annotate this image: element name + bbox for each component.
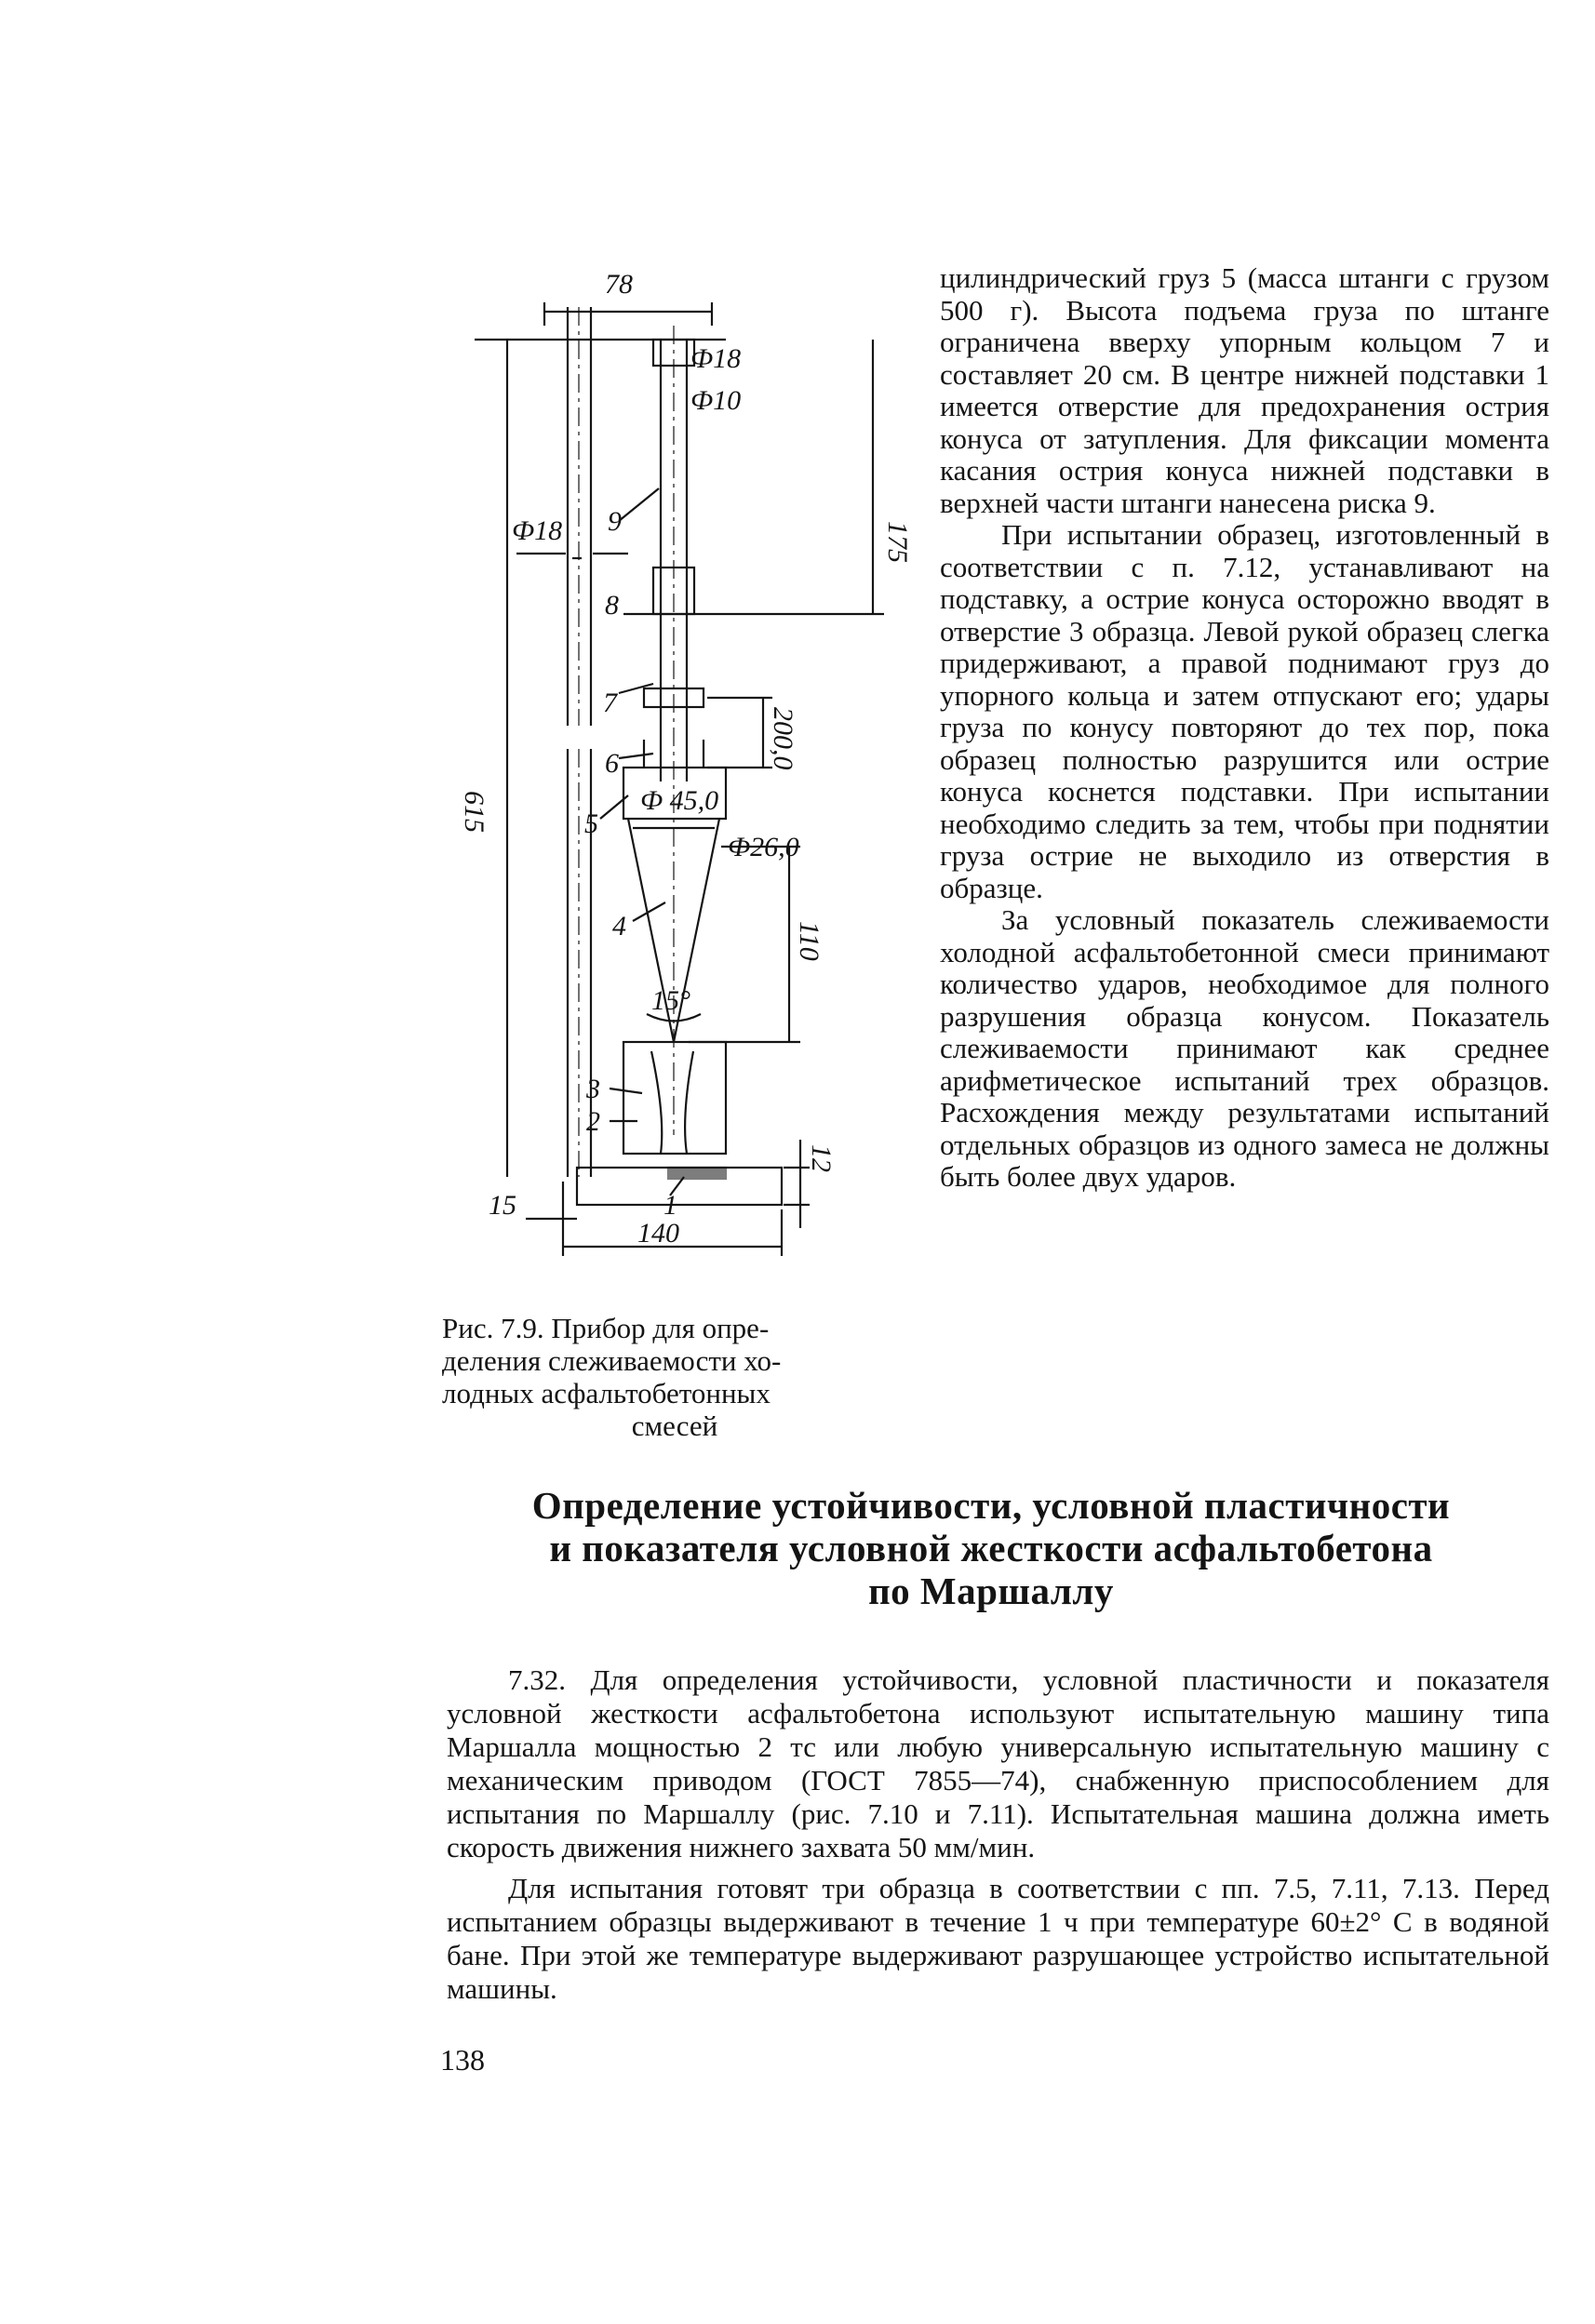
body-text xyxy=(447,1663,1549,2013)
dim-cone-diameter: Ф26,0 xyxy=(728,832,799,862)
heading-line: и показателя условной жесткости асфальтобетона xyxy=(549,1527,1433,1569)
dim-140: 140 xyxy=(637,1218,679,1249)
label-8: 8 xyxy=(605,590,619,621)
caption-line: Рис. 7.9. Прибор для опре- xyxy=(442,1312,770,1344)
paragraph: Для испытания готовят три образца в соответствии с пп. 7.5, 7.11, 7.13. Перед испытанием образцы выдерживают в течение 1 ч при температуре 60±2° С в водяной бане. При этой же температуре выдерживают разрушающее устройство испытательной машины. xyxy=(447,1872,1549,2005)
label-6: 6 xyxy=(605,748,619,779)
label-9: 9 xyxy=(608,506,622,537)
figure-caption xyxy=(442,1312,907,1442)
dim-15-deg: 15° xyxy=(651,985,690,1016)
paragraph: цилиндрический груз 5 (масса штанги с грузом 500 г). Высота подъема груза по штанге ограничена вверху упорным кольцом 7 и составляет 20 см. В центре нижней подставки 1 имеется отверстие для предохранения острия конуса от затупления. Для фиксации момента касания острия конуса нижней подставки в верхней части штанги нанесена риска 9. xyxy=(940,261,1549,519)
label-1: 1 xyxy=(663,1190,677,1221)
caption-line: лодных асфальтобетонных xyxy=(442,1377,771,1409)
caption-line: смесей xyxy=(631,1409,718,1442)
dim-615: 615 xyxy=(459,791,489,833)
dim-weight-diameter: Ф 45,0 xyxy=(640,785,719,816)
label-7: 7 xyxy=(603,688,617,718)
dim-78: 78 xyxy=(605,269,633,300)
dim-15: 15 xyxy=(489,1190,516,1221)
caption-line: деления слеживаемости хо- xyxy=(442,1344,782,1377)
heading-line: Определение устойчивости, условной пластичности xyxy=(531,1484,1451,1527)
label-5: 5 xyxy=(584,808,598,839)
dim-rod-diameter: Ф18 xyxy=(690,343,742,374)
dim-200: 200,0 xyxy=(768,707,798,770)
dim-inner-diameter: Ф10 xyxy=(690,385,742,416)
page-number: 138 xyxy=(440,2043,485,2077)
label-3: 3 xyxy=(586,1074,600,1104)
dim-110: 110 xyxy=(794,921,824,961)
dim-175: 175 xyxy=(882,521,913,563)
section-heading xyxy=(437,1484,1545,1612)
paragraph: При испытании образец, изготовленный в соответствии с п. 7.12, устанавливают на подставку, а острие конуса осторожно вводят в отверстие 3 образца. Левой рукой образец слегка придерживают, а правой поднимают груз до упорного кольца и затем отпускают его; удары груза по конусу повторяют до тех пор, пока образец полностью разрушится или острие конуса коснется подставки. При испытании необходимо следить за тем, чтобы при поднятии груза острие не выходило из отверстия в образце. xyxy=(940,518,1549,904)
paragraph: За условный показатель слеживаемости холодной асфальтобетонной смеси принимают количество ударов, необходимое для полного разрушения образца конусом. Показатель слеживаемости принимают как среднее арифметическое испытаний трех образцов. Расхождения между результатами испытаний отдельных образцов из одного замеса не должны быть более двух ударов. xyxy=(940,903,1549,1193)
heading-line: по Маршаллу xyxy=(868,1569,1114,1612)
paragraph: 7.32. Для определения устойчивости, условной пластичности и показателя условной жесткости асфальтобетона используют испытательную машину типа Маршалла мощностью 2 тс или любую универсальную испытательную машину с механическим приводом (ГОСТ 7855—74), снабженную приспособлением для испытания по Маршаллу (рис. 7.10 и 7.11). Испытательная машина должна иметь скорость движения нижнего захвата 50 мм/мин. xyxy=(447,1663,1549,1863)
figure-7-9-drawing xyxy=(437,251,913,1302)
right-column-text xyxy=(940,262,1549,1194)
apparatus-drawing xyxy=(437,251,913,1302)
dim-12: 12 xyxy=(806,1144,837,1172)
label-2: 2 xyxy=(586,1106,600,1137)
dim-left-diameter: Ф18 xyxy=(512,515,563,546)
label-4: 4 xyxy=(612,911,626,942)
